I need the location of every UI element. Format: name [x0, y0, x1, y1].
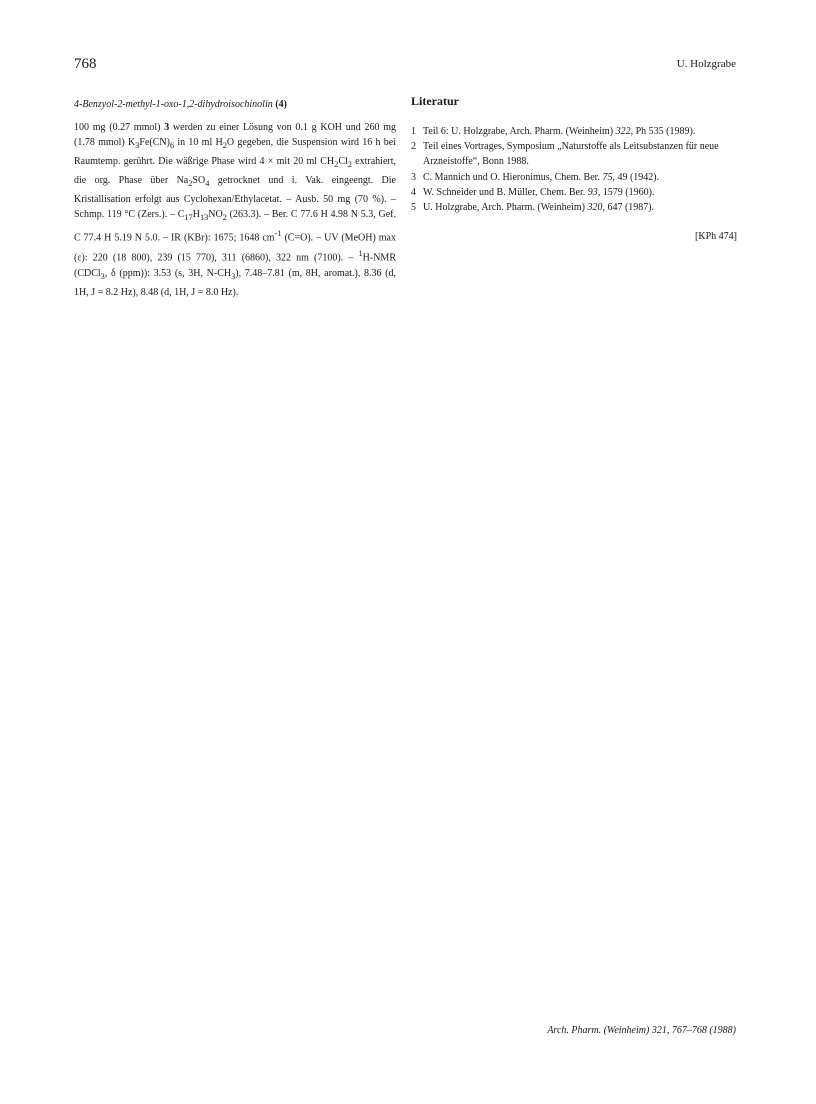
text-run: 3: [135, 141, 140, 151]
text-run: 2: [347, 160, 352, 170]
reference-text: [423, 139, 737, 169]
text-run: ), 7.48–7.81 (m, 8H, aromat.), 8.36 (d, 1H, J = 8.2 Hz), 8.48 (d, 1H, J = 8.0 Hz).: [74, 267, 396, 298]
reference-item: [411, 200, 737, 215]
text-run: H: [192, 209, 200, 221]
reference-text: [423, 170, 737, 185]
reference-number: 2: [411, 141, 416, 153]
reference-number: 3: [411, 171, 416, 183]
reference-item: [411, 139, 737, 169]
text-run: 17: [184, 213, 193, 223]
text-run: 6: [169, 141, 175, 151]
text-run: H-NMR (CDCl: [74, 252, 396, 279]
text-run: 2: [222, 213, 227, 223]
text-run: , 49 (1942).: [612, 171, 660, 183]
reference-text: [423, 124, 737, 139]
reference-item: [411, 124, 737, 139]
text-run: -1: [274, 228, 282, 238]
text-run: Teil 6: U. Holzgrabe, Arch. Pharm. (Weinheim): [423, 126, 616, 137]
text-run: , 647 (1987).: [602, 202, 655, 214]
procedure-text: [74, 120, 396, 301]
reference-list: [411, 124, 737, 215]
reference-number: 1: [411, 126, 416, 137]
literature-heading: Literatur: [411, 94, 459, 108]
text-run: 3: [164, 121, 170, 133]
text-run: Fe(CN): [139, 137, 170, 149]
text-run: 93: [587, 186, 598, 198]
text-run: 2: [334, 160, 339, 170]
text-run: O gegeben, die Suspension wird 16 h bei Raumtemp. gerührt. Die wäßrige Phase wird 4 × mit 20 ml CH: [74, 137, 396, 168]
text-run: (C=O). – UV (MeOH) max (ε): 220 (18 800), 239 (15 770), 311 (6860), 322 nm (7100). –: [74, 232, 396, 264]
reference-item: [411, 170, 737, 185]
text-run: Cl: [338, 156, 348, 168]
footer-citation: Arch. Pharm. (Weinheim) 321, 767–768 (1988): [547, 1025, 736, 1036]
compound-name: 4-Benzyol-2-methyl-1-oxo-1,2-dihydroisochinolin: [74, 99, 273, 110]
text-run: 2: [222, 141, 227, 151]
text-run: NO: [208, 209, 223, 221]
text-run: getrocknet und i. Vak. eingeengt. Die Kristallisation erfolgt aus Cyclohexan/Ethylacetat. – Ausb. 50 mg (70 %). – Schmp. 119 °C (Zers.). – C: [74, 174, 396, 221]
text-run: (263.3). – Ber. C 77.6 H 4.98 N 5.3, Gef. C 77.4 H 5.19 N 5.0. – IR (KBr): 1675; 1648 cm: [74, 209, 396, 244]
paper-id: [KPh 474]: [695, 231, 737, 243]
text-run: , 1579 (1960).: [597, 186, 655, 198]
reference-text: [423, 185, 737, 200]
text-run: in 10 ml H: [174, 137, 223, 149]
text-run: 4: [205, 178, 210, 188]
text-run: U. Holzgrabe, Arch. Pharm. (Weinheim): [423, 202, 588, 214]
text-run: 3: [231, 271, 236, 281]
text-run: 13: [199, 213, 209, 223]
reference-number: 5: [411, 202, 416, 214]
text-run: 2: [188, 178, 193, 188]
text-run: 75: [602, 171, 613, 183]
text-run: Teil eines Vortrages, Symposium „Naturstoffe als Leitsubstanzen für neue Arzneistoffe“, Bonn 1988.: [423, 141, 719, 168]
reference-number: 4: [411, 186, 416, 198]
running-header-author: U. Holzgrabe: [676, 58, 736, 70]
text-run: 320: [587, 202, 603, 214]
reference-item: [411, 185, 737, 200]
compound-number: (4): [275, 99, 287, 110]
compound-title: [74, 97, 396, 113]
reference-text: [423, 200, 737, 215]
text-run: W. Schneider und B. Müller, Chem. Ber.: [423, 186, 588, 198]
text-run: SO: [192, 174, 206, 186]
text-run: extrahiert, die org. Phase über Na: [74, 156, 396, 186]
text-run: , Ph 535 (1989).: [630, 126, 696, 137]
text-run: 322: [615, 126, 631, 137]
text-run: 3: [100, 271, 105, 281]
text-run: C. Mannich und O. Hieronimus, Chem. Ber.: [423, 171, 603, 183]
page-number: 768: [74, 56, 97, 72]
literature-section: [411, 94, 737, 242]
text-run: 100 mg (0.27 mmol): [74, 121, 165, 133]
experimental-section: [74, 97, 396, 300]
text-run: 1: [358, 248, 363, 258]
text-run: , δ (ppm)): 3.53 (s, 3H, N-CH: [104, 267, 232, 279]
text-run: werden zu einer Lösung von 0.1 g KOH und 260 mg (1.78 mmol) K: [74, 121, 396, 149]
